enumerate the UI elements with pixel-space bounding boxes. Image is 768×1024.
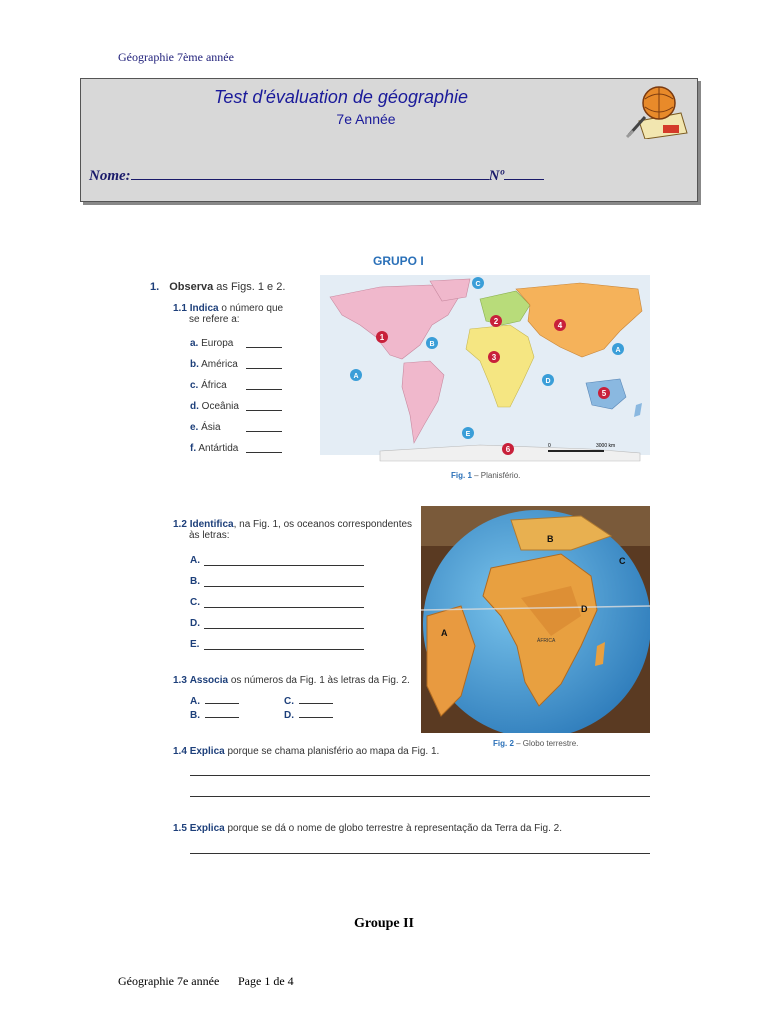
page-number: Page 1 de 4 — [238, 974, 294, 988]
name-blank[interactable] — [131, 167, 489, 180]
section-title: GRUPO I — [373, 254, 424, 268]
q11-number: 1.1 — [173, 303, 187, 314]
globe-label: ÁFRICA — [537, 638, 556, 644]
answer-line[interactable] — [190, 775, 650, 776]
item-letter: A. — [190, 696, 200, 707]
q13-item — [190, 696, 239, 707]
globe-letter: B — [547, 534, 554, 544]
map-marker-label: 4 — [557, 321, 563, 330]
footer-left: Géographie 7e année — [118, 974, 220, 988]
q13-grid — [190, 696, 350, 730]
item-letter: C. — [284, 696, 294, 707]
q12-text-2: às letras: — [189, 530, 230, 541]
fig1-caption — [451, 471, 520, 480]
map-marker-label: E — [465, 431, 471, 438]
fig1-text: – Planisfério. — [474, 471, 521, 480]
q12-verb: Identifica — [189, 519, 234, 530]
q12-item — [190, 555, 200, 576]
answer-blank[interactable] — [205, 703, 239, 704]
q15-text: porque se dá o nome de globo terrestre à representação da Terra da Fig. 2. — [227, 823, 562, 834]
q11-item — [190, 338, 290, 359]
answer-blank[interactable] — [299, 703, 333, 704]
name-label: Nome: — [89, 168, 131, 184]
map-marker-label: 6 — [505, 445, 511, 454]
item-letter: B. — [190, 576, 200, 587]
item-label: Ásia — [201, 422, 221, 433]
item-letter: E. — [190, 639, 200, 650]
q1-number: 1. — [150, 281, 160, 293]
question-1 — [150, 281, 285, 293]
q13-item — [284, 710, 333, 721]
question-1-1 — [173, 303, 283, 325]
item-letter: A. — [190, 555, 200, 566]
q12-text-1: , na Fig. 1, os oceanos correspondentes — [233, 519, 413, 530]
map-marker-label: 1 — [379, 333, 385, 342]
answer-blank[interactable] — [246, 452, 282, 453]
map-marker-label: 3 — [491, 353, 497, 362]
question-1-4 — [173, 746, 439, 757]
q11-item — [190, 380, 290, 401]
answer-blank[interactable] — [204, 565, 364, 566]
item-letter: B. — [190, 710, 200, 721]
scale-right-label: 3000 km — [596, 443, 616, 449]
q11-item — [190, 401, 290, 422]
answer-blank[interactable] — [205, 717, 239, 718]
item-letter: b. — [190, 359, 199, 370]
number-blank[interactable] — [504, 167, 544, 180]
q12-item — [190, 597, 200, 618]
globe-letter: A — [441, 628, 448, 638]
q12-list — [190, 555, 200, 660]
q13-item — [284, 696, 333, 707]
question-1-2 — [173, 519, 418, 541]
title-box — [80, 78, 698, 202]
map-marker-label: D — [545, 378, 551, 385]
document-title: Test d'évaluation de géographie — [214, 87, 468, 107]
item-letter: D. — [190, 618, 200, 629]
q11-verb: Indica — [189, 303, 219, 314]
answer-blank[interactable] — [204, 649, 364, 650]
item-letter: D. — [284, 710, 294, 721]
scale-left-label: 0 — [548, 443, 551, 449]
q1-verb: Observa — [169, 281, 214, 293]
item-label: Antártida — [198, 443, 239, 454]
q1-text: as Figs. 1 e 2. — [216, 281, 286, 293]
q13-item — [190, 710, 239, 721]
fig2-caption — [493, 739, 578, 748]
map-marker-label: B — [429, 341, 435, 348]
answer-blank[interactable] — [246, 368, 282, 369]
item-letter: d. — [190, 401, 199, 412]
q11-text-2: se refere a: — [189, 314, 240, 325]
globe-letter: C — [619, 556, 626, 566]
fig2-text: – Globo terrestre. — [516, 739, 579, 748]
answer-line[interactable] — [190, 796, 650, 797]
globe-clipart-icon — [623, 83, 689, 139]
globe-photo — [421, 506, 650, 733]
q12-item — [190, 639, 200, 660]
map-marker-label: 2 — [493, 317, 499, 326]
answer-blank[interactable] — [204, 586, 364, 587]
item-letter: f. — [190, 443, 197, 454]
question-1-5 — [173, 823, 562, 834]
document-subtitle: 7e Année — [336, 111, 396, 127]
map-marker-label: C — [475, 281, 481, 288]
number-label: Nº — [488, 168, 504, 184]
q11-item — [190, 422, 290, 443]
item-label: Europa — [201, 338, 234, 349]
name-line — [89, 167, 544, 185]
q11-item — [190, 359, 290, 380]
answer-blank[interactable] — [246, 410, 282, 411]
map-marker-label: A — [353, 373, 359, 380]
item-label: América — [201, 359, 238, 370]
q13-text: os números da Fig. 1 às letras da Fig. 2. — [230, 675, 410, 686]
q11-list — [190, 338, 290, 464]
answer-blank[interactable] — [246, 347, 282, 348]
answer-blank[interactable] — [204, 628, 364, 629]
world-map — [320, 275, 650, 465]
globe-letter: D — [581, 604, 588, 614]
q15-number: 1.5 — [173, 823, 187, 834]
item-letter: C. — [190, 597, 200, 608]
map-marker-label: A — [615, 347, 621, 354]
section-2-title: Groupe II — [353, 916, 415, 931]
q12-item — [190, 618, 200, 639]
item-label: África — [201, 380, 227, 391]
q14-number: 1.4 — [173, 746, 187, 757]
item-letter: e. — [190, 422, 199, 433]
item-letter: c. — [190, 380, 199, 391]
answer-blank[interactable] — [204, 607, 364, 608]
header-text: Géographie 7ème année — [118, 50, 234, 64]
item-letter: a. — [190, 338, 199, 349]
question-1-3 — [173, 675, 410, 686]
q13-verb: Associa — [189, 675, 229, 686]
answer-blank[interactable] — [246, 431, 282, 432]
answer-blank[interactable] — [299, 717, 333, 718]
q13-number: 1.3 — [173, 675, 187, 686]
fig2-number: Fig. 2 — [493, 739, 514, 748]
q11-item — [190, 443, 290, 464]
fig1-number: Fig. 1 — [451, 471, 472, 480]
q11-text-1: o número que — [221, 303, 284, 314]
q14-text: porque se chama planisfério ao mapa da Fig. 1. — [227, 746, 440, 757]
q12-number: 1.2 — [173, 519, 187, 530]
q15-verb: Explica — [189, 823, 225, 834]
q14-verb: Explica — [189, 746, 225, 757]
q12-item — [190, 576, 200, 597]
map-marker-label: 5 — [601, 389, 607, 398]
item-label: Oceânia — [201, 401, 239, 412]
answer-blank[interactable] — [246, 389, 282, 390]
answer-line[interactable] — [190, 853, 650, 854]
